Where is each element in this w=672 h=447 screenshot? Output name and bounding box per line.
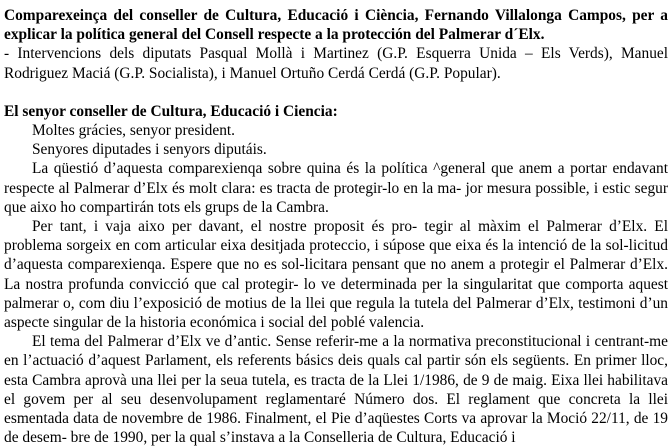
- paragraph: La qüestió d’aquesta comparexienqa sobre quina és la política ^general que anem a portar endavant respecte al Palmerar d’Elx és molt clara: es tracta de protegir-lo en la ma- jor mesura possible, i estic segur que aixo ho compartirán tots els grups de la Cambra.: [4, 160, 668, 216]
- document-page: [4, 0, 668, 447]
- section-spacer: [4, 83, 668, 102]
- speaker-heading: El senyor conseller de Cultura, Educació i Ciencia:: [4, 102, 338, 120]
- paragraph: Moltes grácies, senyor president.: [32, 122, 236, 140]
- paragraph: Per tant, i vaja aixo per davant, el nostre proposit és pro- tegir al màxim el Palmerar d’Elx. El problema sorgeix en com articular eixa desitjada proteccio, i súpose que eixa és la intenció de la sol-licitud d’aquesta comparexienqa. Espere que no es sol-licitara pensant que no anem a protegir el Palmerar d’Elx. La nostra profunda convicció que cal protegir- lo ve determinada per la singularitat que comporta aquest palmerar o, com diu l’exposició de motius de la llei que regula la tutela del Palmerar d’Elx, testimoni d’un aspecte singular de la historia económica i social del poblé valencia.: [4, 218, 668, 332]
- paragraph: Senyores diputades i senyors diputáis.: [32, 141, 267, 159]
- interventions-note: - Intervencions dels diputats Pasqual Mollà i Martinez (G.P. Esquerra Unida – Els Verds), Manuel Rodriguez Maciá (G.P. Socialista), i Manuel Ortuño Cerdá Cerdá (G.P. Popular).: [4, 45, 668, 82]
- document-title: Comparexeinça del conseller de Cultura, Educació i Ciència, Fernando Villalonga Campos, per a explicar la política general del Consell respecte a la protección del Palmerar d´Elx.: [4, 7, 668, 44]
- paragraph: El tema del Palmerar d’Elx ve d’antic. Sense referir-me a la normativa preconstitucional i centrant-me en l’actuació d’aquest Parlament, els referents básics deis quals cal partir són els següents. En primer lloc, esta Cambra aprovà una llei per la seua tutela, es tracta de la Llei 1/1986, de 9 de maig. Eixa llei habilitava el govem per al seu desenvolupament reglamentaré Número dos. El reglament que concreta la llei esmentada data de novembre de 1986. Finalment, el Pie d’aqüestes Corts va aprovar la Moció 22/11, de 19 de desem- bre de 1990, per la qual s’instava a la Conselleria de Cultura, Educació i: [4, 333, 668, 447]
